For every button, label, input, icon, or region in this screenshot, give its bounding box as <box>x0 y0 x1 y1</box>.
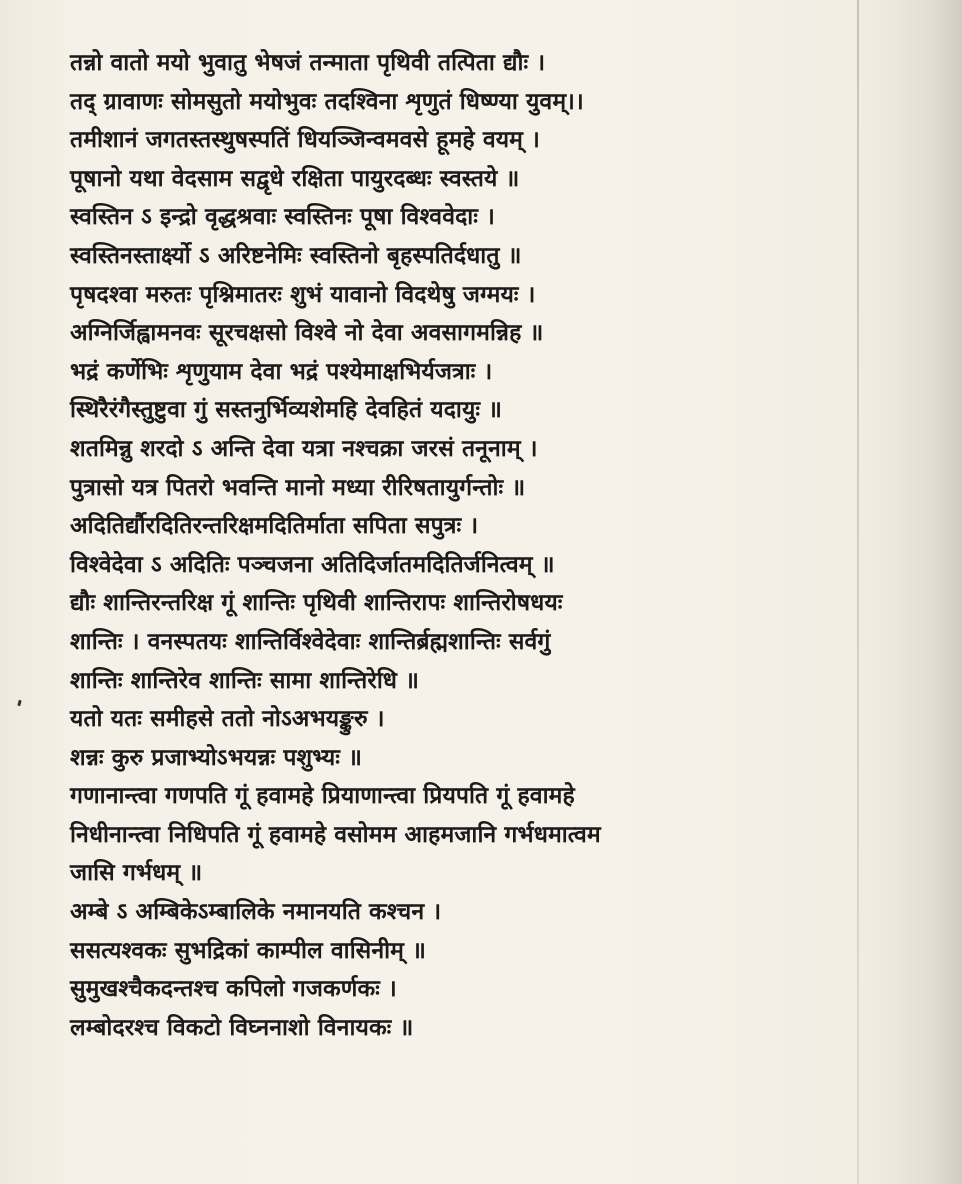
verse-line: निधीनान्त्वा निधिपति गूं हवामहे वसोमम आहमजानि गर्भधमात्वम <box>70 821 601 848</box>
page-fold-line <box>857 0 859 1184</box>
verse-line: विश्वेदेवा ऽ अदितिः पञ्चजना अतिदिर्जातमदितिर्जनित्वम् ॥ <box>70 551 555 578</box>
verse-line: पुत्रासो यत्र पितरो भवन्ति मानो मध्या रीरिषतायुर्गन्तोः ॥ <box>70 474 526 501</box>
verse-line: तद् ग्रावाणः सोमसुतो मयोभुवः तदश्विना शृणुतं धिष्ण्या युवम्।। <box>70 88 584 115</box>
verse-line: गणानान्त्वा गणपति गूं हवामहे प्रियाणान्त्वा प्रियपति गूं हवामहे <box>70 783 575 810</box>
verse-line: जासि गर्भधम् ॥ <box>70 860 203 887</box>
verse-line: सुमुखश्चैकदन्तश्च कपिलो गजकर्णकः । <box>70 976 397 1003</box>
margin-ink-mark <box>17 700 21 707</box>
verse-line: अम्बे ऽ अम्बिकेऽम्बालिके नमानयति कश्चन । <box>70 899 442 926</box>
verse-line: द्यौः शान्तिरन्तरिक्ष गूं शान्तिः पृथिवी शान्तिरापः शान्तिरोषधयः <box>70 590 563 617</box>
verse-line: शन्नः कुरु प्रजाभ्योऽभयन्नः पशुभ्यः ॥ <box>70 744 362 771</box>
page-binding-shadow <box>852 0 962 1184</box>
verse-line: स्वस्तिन ऽ इन्द्रो वृद्धश्रवाः स्वस्तिनः पूषा विश्ववेदाः । <box>70 204 495 231</box>
verse-line: भद्रं कर्णेभिः शृणुयाम देवा भद्रं पश्येमाक्षभिर्यजत्राः । <box>70 358 493 385</box>
verse-line: लम्बोदरश्च विकटो विघ्ननाशो विनायकः ॥ <box>70 1014 414 1041</box>
verse-line: यतो यतः समीहसे ततो नोऽअभयङ्कुरु । <box>70 706 385 733</box>
verse-line: स्थिरैरंगैस्तुष्टुवा गुं सस्तनुर्भिव्यशेमहि देवहितं यदायुः ॥ <box>70 397 503 424</box>
verse-line: अदितिर्द्यौरदितिरन्तरिक्षमदितिर्माता सपिता सपुत्रः । <box>70 513 479 540</box>
verse-line: शान्तिः । वनस्पतयः शान्तिर्विश्वेदेवाः शान्तिर्ब्रह्मशान्तिः सर्वगुं <box>70 628 551 655</box>
sanskrit-verse-block <box>70 44 830 1047</box>
verse-line: तन्नो वातो मयो भुवातु भेषजं तन्माता पृथिवी तत्पिता द्यौः । <box>70 50 546 76</box>
verse-line: शान्तिः शान्तिरेव शान्तिः सामा शान्तिरेधि ॥ <box>70 667 420 694</box>
verse-line: पृषदश्वा मरुतः पृश्निमातरः शुभं यावानो विदथेषु जग्मयः । <box>70 281 536 308</box>
verse-line: तमीशानं जगतस्तस्थुषस्पतिं धियञ्जिन्वमवसे हूमहे वयम् । <box>70 127 540 154</box>
verse-line: पूषानो यथा वेदसाम सद्वृधे रक्षिता पायुरदब्धः स्वस्तये ॥ <box>70 165 520 192</box>
verse-line: शतमिन्नु शरदो ऽ अन्ति देवा यत्रा नश्चक्रा जरसं तनूनाम् । <box>70 435 538 462</box>
verse-line: स्वस्तिनस्तार्क्ष्यो ऽ अरिष्टनेमिः स्वस्तिनो बृहस्पतिर्दधातु ॥ <box>70 242 522 269</box>
verse-line: ससत्यश्वकः सुभद्रिकां काम्पील वासिनीम् ॥ <box>70 937 426 964</box>
verse-line: अग्निर्जिह्वामनवः सूरचक्षसो विश्वे नो देवा अवसागमन्निह ॥ <box>70 320 544 347</box>
